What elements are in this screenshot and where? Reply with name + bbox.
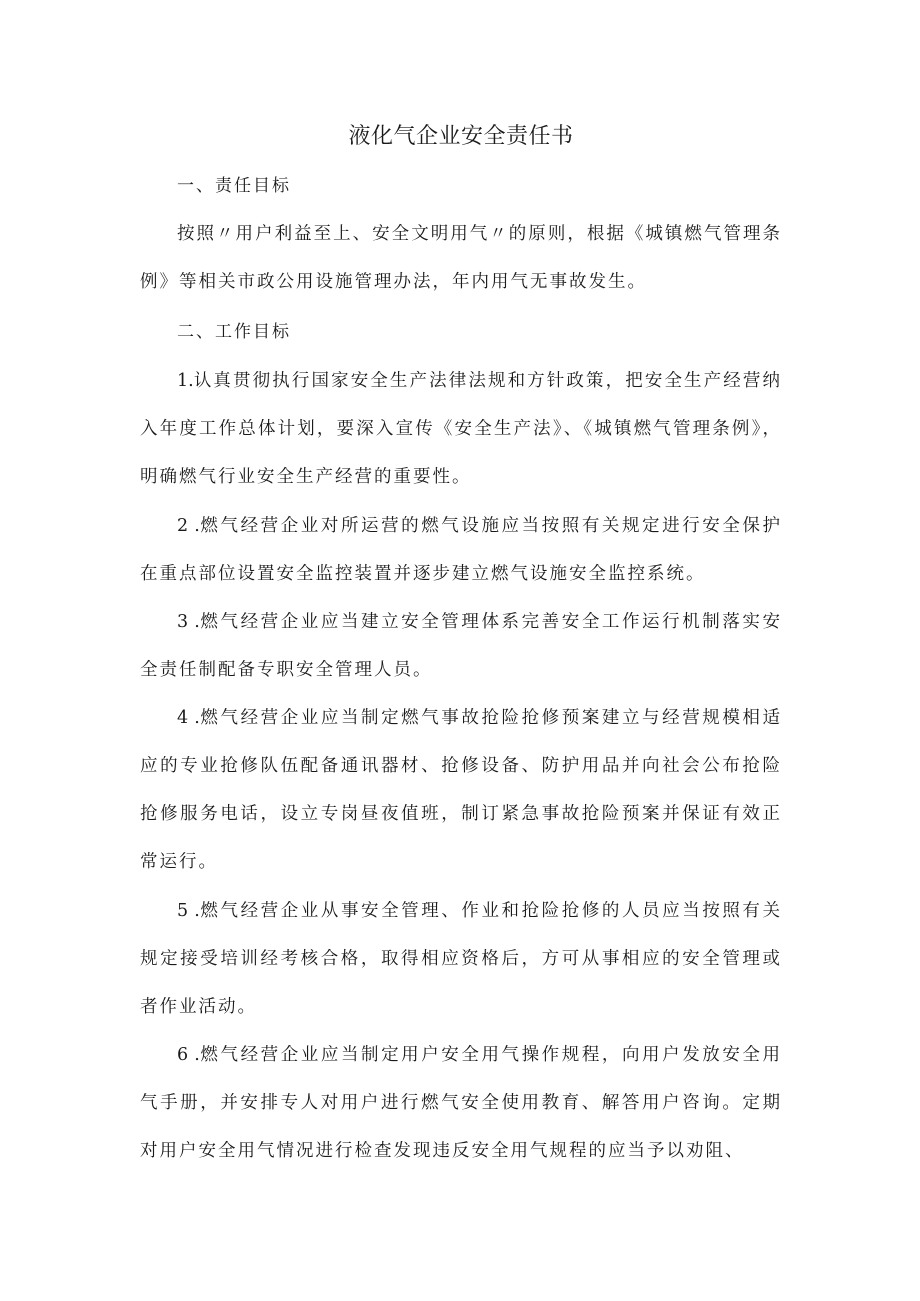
item-text: 燃气经营企业从事安全管理、作业和抢险抢修的人员应当按照有关规定接受培训经考核合格，取得相应资格后，方可从事相应的安全管理或者作业活动。 xyxy=(140,901,783,1017)
item-number: 1. xyxy=(177,371,194,391)
item-number: 3 . xyxy=(177,612,200,632)
work-goal-item-6 xyxy=(140,1031,782,1175)
section-heading-responsibility-goal: 一、责任目标 xyxy=(177,176,291,196)
item-text: 燃气经营企业应当制定燃气事故抢险抢修预案建立与经营规模相适应的专业抢修队伍配备通讯器材、抢修设备、防护用品并向社会公布抢险抢修服务电话，设立专岗昼夜值班，制订紧急事故抢险预案并保证有效正常运行。 xyxy=(140,708,783,872)
paragraph-responsibility-goal: 按照〃用户利益至上、安全文明用气〃的原则，根据《城镇燃气管理条例》等相关市政公用设施管理办法，年内用气无事故发生。 xyxy=(140,224,782,292)
item-number: 6 . xyxy=(177,1045,200,1065)
work-goal-item-4 xyxy=(140,694,782,886)
item-number: 5 . xyxy=(177,901,200,921)
item-text: 燃气经营企业对所运营的燃气设施应当按照有关规定进行安全保护在重点部位设置安全监控装置并逐步建立燃气设施安全监控系统。 xyxy=(140,516,783,584)
item-text: 燃气经营企业应当建立安全管理体系完善安全工作运行机制落实安全责任制配备专职安全管理人员。 xyxy=(140,612,783,680)
section-heading-work-goal: 二、工作目标 xyxy=(177,322,291,342)
work-goal-item-3 xyxy=(140,598,782,694)
item-text: 认真贯彻执行国家安全生产法律法规和方针政策，把安全生产经营纳入年度工作总体计划，要深入宣传《安全生产法》、《城镇燃气管理条例》，明确燃气行业安全生产经营的重要性。 xyxy=(140,371,782,487)
item-text: 燃气经营企业应当制定用户安全用气操作规程，向用户发放安全用气手册，并安排专人对用户进行燃气安全使用教育、解答用户咨询。定期对用户安全用气情况进行检查发现违反安全用气规程的应当予以劝阻、 xyxy=(140,1045,783,1161)
item-number: 2 . xyxy=(177,516,200,536)
item-number: 4 . xyxy=(177,708,200,728)
work-goal-item-1 xyxy=(140,357,782,501)
work-goal-item-2 xyxy=(140,502,782,598)
document-title: 液化气企业安全责任书 xyxy=(348,124,574,149)
work-goal-item-5 xyxy=(140,887,782,1031)
